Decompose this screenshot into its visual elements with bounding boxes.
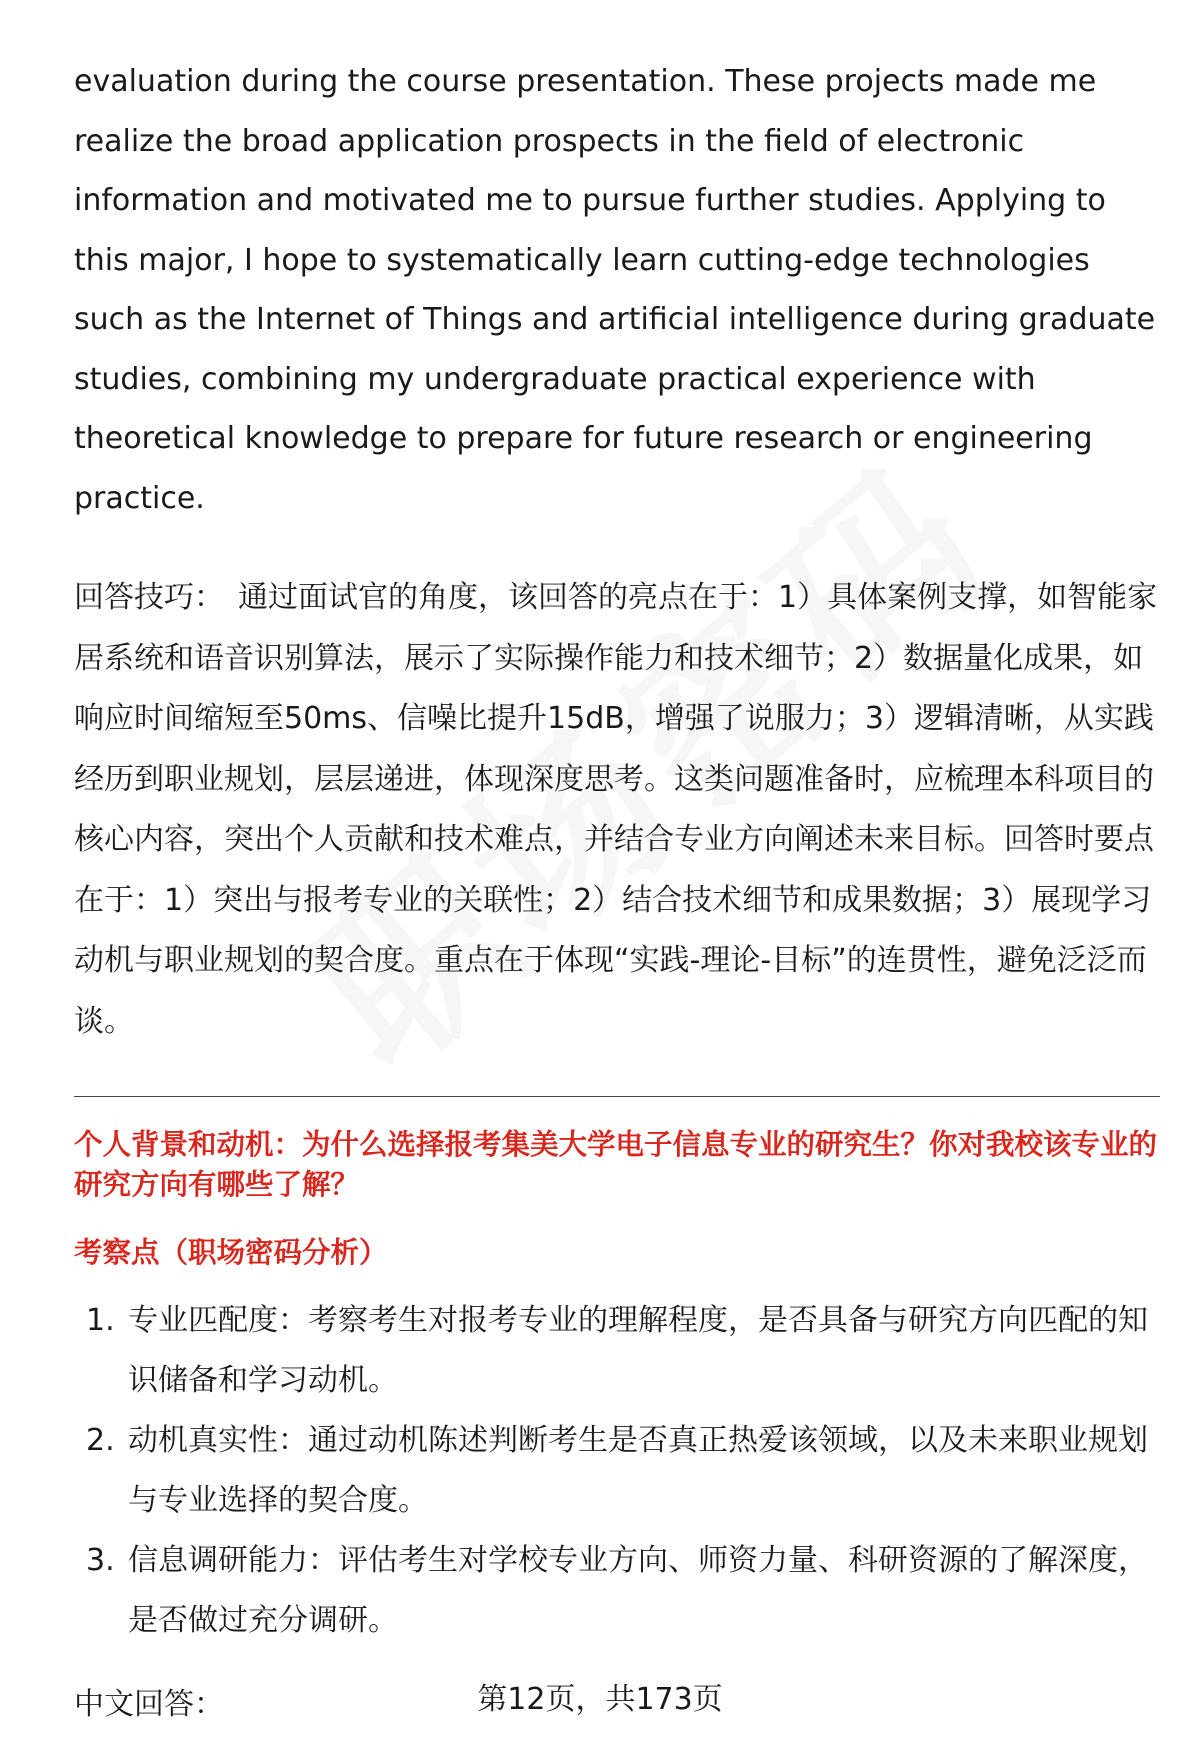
- list-number: 1.: [86, 1303, 115, 1338]
- english-paragraph: evaluation during the course presentation. These projects made me realize the broad application prospects in the field of electronic information and motivated me to pursue further studies. Applying to this major, I hope to systematically learn cutting-edge technologies such as the Internet of Things and artificial intelligence during graduate studies, combining my undergraduate practical experience with theoretical knowledge to prepare for future research or engineering practice.: [74, 64, 1156, 516]
- list-text: 专业匹配度：考察考生对报考专业的理解程度，是否具备与研究方向匹配的知识储备和学习动机。: [128, 1303, 1148, 1398]
- list-item: [74, 1411, 1160, 1531]
- section-heading: 考察点（职场密码分析）: [74, 1236, 388, 1269]
- assessment-points: [74, 1291, 1160, 1651]
- section-divider: [74, 1096, 1160, 1097]
- tip-text: 通过面试官的角度，该回答的亮点在于：1）具体案例支撑，如智能家居系统和语音识别算法，展示了实际操作能力和技术细节；2）数据量化成果，如响应时间缩短至50ms、信噪比提升15dB，增强了说服力；3）逻辑清晰，从实践经历到职业规划，层层递进，体现深度思考。这类问题准备时，应梳理本科项目的核心内容，突出个人贡献和技术难点，并结合专业方向阐述未来目标。回答时要点在于：1）突出与报考专业的关联性；2）结合技术细节和成果数据；3）展现学习动机与职业规划的契合度。重点在于体现“实践-理论-目标”的连贯性，避免泛泛而谈。: [74, 580, 1158, 1039]
- list-text: 信息调研能力：评估考生对学校专业方向、师资力量、科研资源的了解深度，是否做过充分调研。: [128, 1543, 1148, 1638]
- list-number: 3.: [86, 1543, 115, 1578]
- list-number: 2.: [86, 1423, 115, 1458]
- question-title: 个人背景和动机：为什么选择报考集美大学电子信息专业的研究生？你对我校该专业的研究方向有哪些了解？: [74, 1128, 1158, 1201]
- chinese-answer-label: 中文回答：: [74, 1687, 224, 1722]
- list-item: [74, 1291, 1160, 1411]
- list-text: 动机真实性：通过动机陈述判断考生是否真正热爱该领域，以及未来职业规划与专业选择的契合度。: [128, 1423, 1148, 1518]
- page-number: 第12页，共173页: [477, 1682, 723, 1717]
- page-content: [74, 52, 1160, 1735]
- list-item: [74, 1531, 1160, 1651]
- answer-tip: [74, 568, 1160, 1052]
- tip-label: 回答技巧：: [74, 580, 224, 615]
